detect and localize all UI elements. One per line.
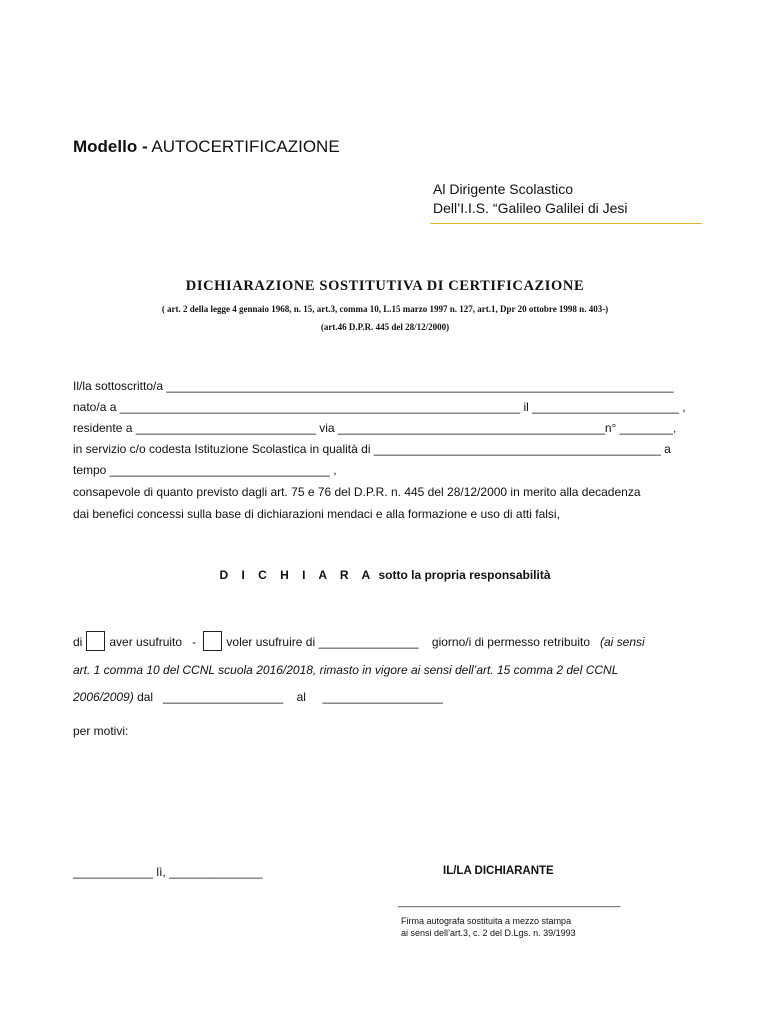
signature-note-line-2: ai sensi dell’art.3, c. 2 del D.Lgs. n. 39/1993 (401, 928, 576, 938)
field-sottoscritto[interactable]: Il/la sottoscritto/a ____________________________________________________________________________ (73, 379, 674, 393)
dichiara-word: D I C H I A R A (219, 568, 376, 582)
checkbox-aver-usufruito[interactable] (86, 631, 105, 651)
dichiara-heading (0, 568, 770, 582)
permesso-line-2: art. 1 comma 10 del CCNL scuola 2016/2018, rimasto in vigore ai sensi dell’art. 15 comma 2 del CCNL (73, 663, 619, 677)
signature-note (401, 915, 576, 939)
al-label: al (296, 690, 306, 704)
consapevole-line-2: dai benefici concessi sulla base di dichiarazioni mendaci e alla formazione e uso di atti falsi, (73, 507, 560, 521)
law-reference-2: (art.46 D.P.R. 445 del 28/12/2000) (320, 322, 450, 332)
title-model-label: Modello - (73, 137, 148, 156)
recipient-underline (430, 223, 702, 224)
permesso-line-1 (73, 631, 645, 651)
dal-label: dal (137, 690, 154, 704)
consapevole-line-1: consapevole di quanto previsto dagli art. 75 e 76 del D.P.R. n. 445 del 28/12/2000 in merito alla decadenza (73, 485, 641, 499)
dash-separator: - (192, 635, 197, 649)
ai-sensi-label: (ai sensi (600, 635, 645, 649)
recipient-block (433, 180, 628, 218)
checkbox-voler-usufruire[interactable] (203, 631, 222, 651)
field-tempo[interactable]: tempo _________________________________ , (73, 463, 337, 477)
al-blank[interactable]: __________________ (322, 690, 443, 704)
giorni-label: giorno/i di permesso retribuito (431, 635, 590, 649)
recipient-line-1: Al Dirigente Scolastico (433, 181, 574, 197)
di-label: di (73, 635, 83, 649)
dichiarante-label: IL/LA DICHIARANTE (443, 865, 554, 877)
field-servizio[interactable]: in servizio c/o codesta Istituzione Scolastica in qualità di ___________________________________________ a (73, 442, 671, 456)
law-reference-1: ( art. 2 della legge 4 gennaio 1968, n. 15, art.3, comma 10, L.15 marzo 1997 n. 127, art.1, Dpr 20 ottobre 1998 n. 403-) (161, 304, 609, 314)
giorni-blank[interactable]: _______________ (318, 635, 419, 649)
document-title (73, 137, 340, 157)
field-residente[interactable]: residente a ___________________________ via ________________________________________n° ________, (73, 421, 677, 435)
signature-line[interactable]: ________________________________________ (398, 897, 621, 908)
ccnl-year: 2006/2009) (73, 690, 134, 704)
recipient-line-2: Dell’I.I.S. “Galileo Galilei di Jesi (433, 200, 628, 216)
option-voler-usufruire: voler usufruire di (226, 635, 316, 649)
dichiara-rest: sotto la propria responsabilità (375, 568, 551, 582)
signature-note-line-1: Firma autografa sostituita a mezzo stampa (401, 916, 572, 926)
dal-blank[interactable]: __________________ (163, 690, 284, 704)
motivi-label: per motivi: (73, 724, 129, 738)
title-type: AUTOCERTIFICAZIONE (147, 137, 340, 156)
option-aver-usufruito: aver usufruito (109, 635, 183, 649)
place-date-field[interactable]: ____________ lì, ______________ (73, 865, 263, 879)
permesso-line-3 (73, 690, 443, 704)
field-nato[interactable]: nato/a a ____________________________________________________________ il ______________________ , (73, 400, 686, 414)
declaration-heading: DICHIARAZIONE SOSTITUTIVA DI CERTIFICAZIONE (185, 278, 585, 294)
